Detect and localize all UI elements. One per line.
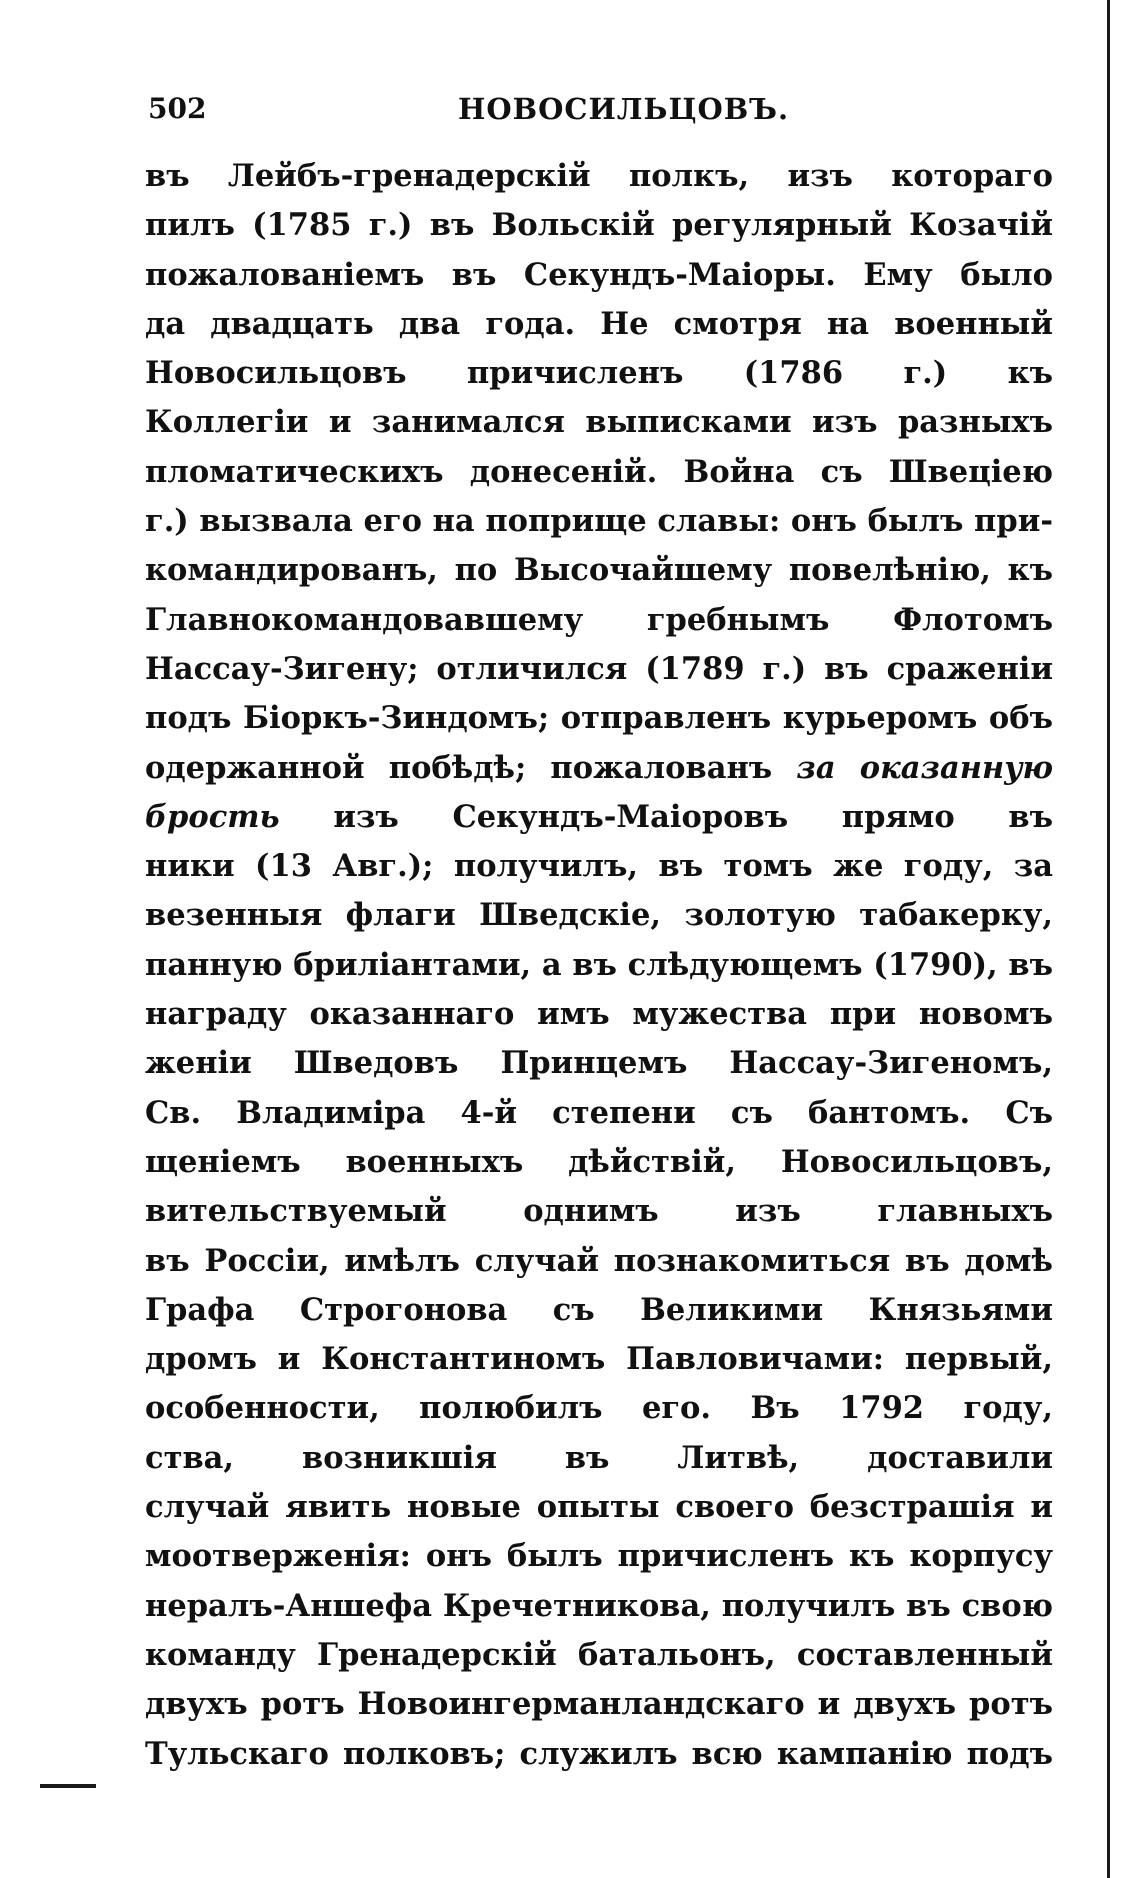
text-line [145, 251, 1053, 300]
text-line [145, 1286, 1053, 1335]
text-segment: одержанной побѣдѣ; пожалованъ [145, 749, 797, 786]
text-segment: особенности, полюбилъ его. Въ 1792 году, [145, 1390, 1053, 1427]
text-segment: Св. Владиміра 4-й степени съ бантомъ. Съ [145, 1094, 1053, 1131]
text-line [145, 1237, 1053, 1286]
text-segment: подъ Біоркъ-Зиндомъ; отправленъ курьеромъ объ [145, 700, 1053, 737]
text-line [145, 694, 1053, 743]
text-segment: пилъ (1785 г.) въ Вольскій регулярный Козачій [145, 207, 1053, 244]
text-segment: награду оказаннаго имъ мужества при новомъ [145, 996, 1053, 1033]
page-number: 502 [148, 92, 207, 125]
text-line [145, 744, 1053, 793]
margin-mark [40, 1784, 96, 1788]
text-line [145, 1187, 1053, 1236]
text-segment: моотверженія: онъ былъ причисленъ къ корпусу [145, 1538, 1053, 1575]
text-segment: Графа Строгонова съ Великими Князьями [145, 1291, 1053, 1328]
text-segment: ники (13 Авг.); получилъ, въ томъ же году, за [145, 848, 1053, 885]
text-line [145, 990, 1053, 1039]
text-segment: щеніемъ военныхъ дѣйствій, Новосильцовъ, [145, 1143, 1053, 1180]
text-line [145, 1680, 1053, 1729]
text-line [145, 1434, 1053, 1483]
text-line [145, 1089, 1053, 1138]
text-line [145, 398, 1053, 447]
text-line [145, 941, 1053, 990]
text-line [145, 1384, 1053, 1433]
text-segment: Главнокомандовавшему гребнымъ Флотомъ [145, 601, 1053, 638]
text-line [145, 645, 1053, 694]
text-segment: въ Россіи, имѣлъ случай познакомиться въ домѣ [145, 1242, 1053, 1279]
page-header [148, 92, 1038, 132]
text-line [145, 152, 1053, 201]
text-line [145, 1631, 1053, 1680]
text-segment: пожалованіемъ въ Секундъ-Маіоры. Ему было [145, 256, 1053, 293]
text-segment: Тульскаго полковъ; служилъ всю кампанію подъ [145, 1735, 1053, 1772]
text-segment: изъ Секундъ-Маіоровъ прямо въ [333, 798, 1053, 835]
text-segment: дромъ и Константиномъ Павловичами: первый, [145, 1341, 1053, 1378]
text-line [145, 448, 1053, 497]
body-text [145, 152, 1053, 1779]
text-line [145, 891, 1053, 940]
text-line [145, 793, 1053, 842]
text-segment: случай явить новые опыты своего безстрашія и [145, 1489, 1053, 1526]
text-segment: нералъ-Аншефа Кречетникова, получилъ въ свою [145, 1587, 1053, 1624]
text-line [145, 201, 1053, 250]
text-line [145, 1039, 1053, 1088]
text-segment: Нассау-Зигену; отличился (1789 г.) въ сраженіи [145, 650, 1053, 687]
text-line [145, 1582, 1053, 1631]
text-line [145, 497, 1053, 546]
text-line [145, 349, 1053, 398]
running-title: НОВОСИЛЬЦОВЪ. [458, 92, 790, 126]
text-segment: командированъ, по Высочайшему повелѣнію, къ [145, 552, 1053, 589]
text-segment: везенныя флаги Шведскіе, золотую табакерку, [145, 897, 1053, 934]
text-line [145, 300, 1053, 349]
text-segment: команду Гренадерскій батальонъ, составленный [145, 1636, 1053, 1673]
italic-phrase: за оказанную [796, 749, 1053, 786]
text-line [145, 1730, 1053, 1779]
text-segment: двухъ ротъ Новоингерманландскаго и двухъ ротъ [145, 1686, 1053, 1723]
text-line [145, 596, 1053, 645]
text-segment: Коллегіи и занимался выписками изъ разныхъ [145, 404, 1053, 441]
text-line [145, 1532, 1053, 1581]
text-segment: Новосильцовъ причисленъ (1786 г.) къ [145, 355, 1053, 392]
text-segment: г.) вызвала его на поприще славы: онъ былъ при- [145, 503, 1053, 540]
text-line [145, 546, 1053, 595]
text-segment: вительствуемый однимъ изъ главныхъ [145, 1193, 1053, 1230]
text-line [145, 1483, 1053, 1532]
text-line [145, 842, 1053, 891]
text-segment: пломатическихъ донесеній. Война съ Швеціею [145, 453, 1053, 490]
text-segment: въ Лейбъ-гренадерскій полкъ, изъ котораго [145, 158, 1053, 194]
text-segment: ства, возникшія въ Литвѣ, доставили [145, 1439, 1053, 1476]
page-edge-rule [1107, 0, 1110, 1878]
italic-phrase: брость [145, 798, 280, 835]
text-segment: женіи Шведовъ Принцемъ Нассау-Зигеномъ, [145, 1045, 1053, 1082]
text-line [145, 1138, 1053, 1187]
text-line [145, 1335, 1053, 1384]
text-segment: панную бриліантами, а въ слѣдующемъ (1790), въ [145, 946, 1053, 983]
text-segment: да двадцать два года. Не смотря на военный [145, 305, 1053, 342]
